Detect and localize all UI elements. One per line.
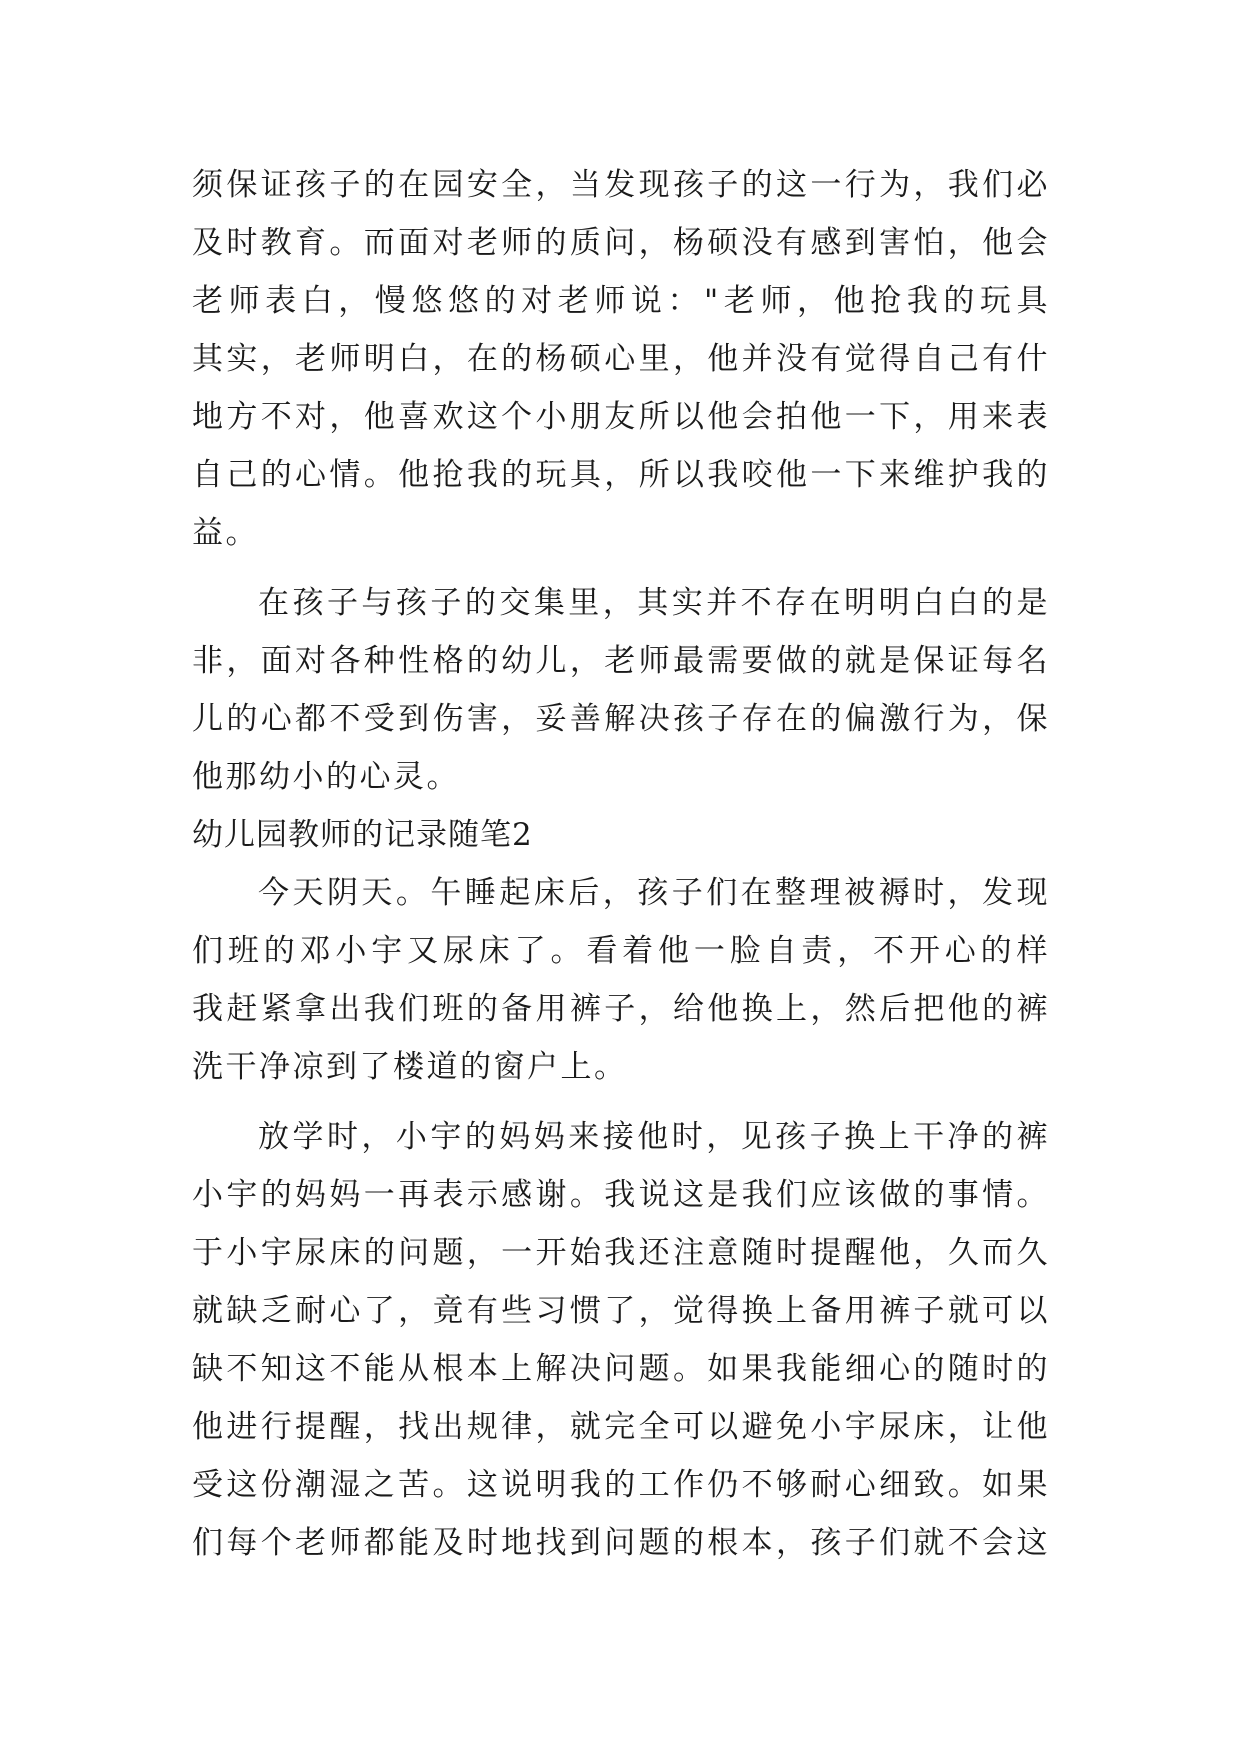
text-line: 们班的邓小宇又尿床了。看着他一脸自责，不开心的样 xyxy=(192,933,1050,969)
text-line: 缺不知这不能从根本上解决问题。如果我能细心的随时的 xyxy=(192,1351,1050,1387)
text-line: 他那幼小的心灵。 xyxy=(192,759,460,795)
paragraph-3 xyxy=(192,864,1050,1096)
text-line: 在孩子与孩子的交集里，其实并不存在明明白白的是 xyxy=(258,585,1050,621)
text-line: 今天阴天。午睡起床后，孩子们在整理被褥时，发现 xyxy=(258,875,1050,911)
text-line: 们每个老师都能及时地找到问题的根本，孩子们就不会这 xyxy=(192,1525,1050,1561)
paragraph-2 xyxy=(192,574,1050,806)
text-line: 受这份潮湿之苦。这说明我的工作仍不够耐心细致。如果 xyxy=(192,1467,1050,1503)
text-line: 他进行提醒，找出规律，就完全可以避免小宇尿床，让他 xyxy=(192,1409,1050,1445)
document-body xyxy=(192,156,1050,1572)
text-line: 就缺乏耐心了，竟有些习惯了，觉得换上备用裤子就可以 xyxy=(192,1293,1050,1329)
text-line: 洗干净凉到了楼道的窗户上。 xyxy=(192,1049,628,1085)
text-line: 地方不对，他喜欢这个小朋友所以他会拍他一下，用来表 xyxy=(192,399,1050,435)
text-line: 非，面对各种性格的幼儿，老师最需要做的就是保证每名 xyxy=(192,643,1050,679)
text-line: 我赶紧拿出我们班的备用裤子，给他换上，然后把他的裤 xyxy=(192,991,1050,1027)
text-line: 小宇的妈妈一再表示感谢。我说这是我们应该做的事情。 xyxy=(192,1177,1050,1213)
text-line: 儿的心都不受到伤害，妥善解决孩子存在的偏激行为，保 xyxy=(192,701,1050,737)
text-line: 益。 xyxy=(192,515,259,551)
text-line: 自己的心情。他抢我的玩具，所以我咬他一下来维护我的 xyxy=(192,457,1050,493)
section-heading: 幼儿园教师的记录随笔2 xyxy=(192,817,533,853)
text-line: 老师表白，慢悠悠的对老师说："老师，他抢我的玩具 xyxy=(192,283,1050,319)
paragraph-1 xyxy=(192,156,1050,562)
text-line: 于小宇尿床的问题，一开始我还注意随时提醒他，久而久 xyxy=(192,1235,1050,1271)
text-line: 其实，老师明白，在的杨硕心里，他并没有觉得自己有什 xyxy=(192,341,1050,377)
text-line: 放学时，小宇的妈妈来接他时，见孩子换上干净的裤 xyxy=(258,1119,1050,1155)
text-line: 须保证孩子的在园安全，当发现孩子的这一行为，我们必 xyxy=(192,167,1050,203)
text-line: 及时教育。而面对老师的质问，杨硕没有感到害怕，他会 xyxy=(192,225,1050,261)
paragraph-4 xyxy=(192,1108,1050,1572)
